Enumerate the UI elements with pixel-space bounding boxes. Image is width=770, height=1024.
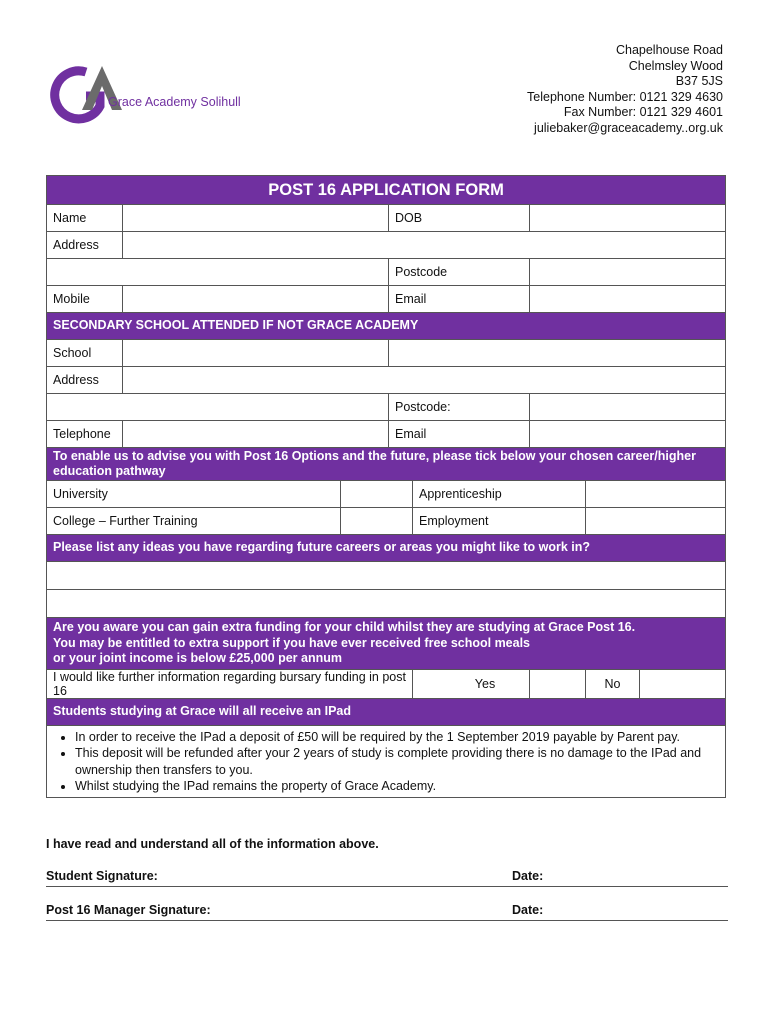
pathway-header: To enable us to advise you with Post 16 Options and the future, please tick below your chosen career/higher education pathway [47,448,726,481]
school-field-extra[interactable] [389,340,726,367]
funding-header [47,618,726,670]
manager-date-label: Date: [512,903,544,917]
employment-checkbox[interactable] [586,508,726,535]
apprenticeship-label: Apprenticeship [413,481,586,508]
address-line: B37 5JS [675,74,723,88]
bursary-yes-checkbox[interactable] [530,669,586,698]
bursary-label: I would like further information regarding bursary funding in post 16 [47,669,413,698]
student-signature-label: Student Signature: [46,869,158,883]
school-postcode-field[interactable] [530,394,726,421]
bursary-no-label: No [586,669,640,698]
school-field[interactable] [123,340,389,367]
college-checkbox[interactable] [341,508,413,535]
apprenticeship-checkbox[interactable] [586,481,726,508]
declaration: I have read and understand all of the information above. [46,837,379,851]
ipad-bullet: • This deposit will be refunded after your 2 years of study is complete providing there is no damage to the IPad and ownership then transfers to you. [75,745,719,778]
funding-line: Are you aware you can gain extra funding for your child whilst they are studying at Grace Post 16. [53,620,636,634]
bursary-yes-label: Yes [474,676,496,691]
address-label: Address [47,232,123,259]
ideas-header: Please list any ideas you have regarding future careers or areas you might like to work in? [47,535,726,562]
university-checkbox[interactable] [341,481,413,508]
ipad-bullet: • In order to receive the IPad a deposit of £50 will be required by the 1 September 2019 payable by Parent pay. [75,729,719,746]
address-line: Chapelhouse Road [615,43,723,57]
logo-text: Grace Academy Solihull [108,95,241,109]
ideas-field-line2[interactable] [47,590,726,618]
school-address-field[interactable] [123,367,726,394]
email-line: juliebaker@graceacademy..org.uk [534,120,723,135]
grace-academy-logo [50,58,250,128]
manager-signature-line[interactable] [46,898,728,921]
dob-field[interactable] [530,205,726,232]
manager-signature-label: Post 16 Manager Signature: [46,903,211,917]
college-label: College – Further Training [47,508,341,535]
ipad-bullet: • Whilst studying the IPad remains the property of Grace Academy. [75,778,719,795]
telephone-line: Telephone Number: 0121 329 4630 [527,89,723,104]
employment-label: Employment [413,508,586,535]
funding-line: or your joint income is below £25,000 per annum [53,651,342,665]
university-label: University [47,481,341,508]
ipad-info [47,725,726,797]
school-postcode-label: Postcode: [389,394,530,421]
student-date-label: Date: [512,869,544,883]
mobile-label: Mobile [47,286,123,313]
ipad-header: Students studying at Grace will all receive an IPad [47,698,726,725]
school-telephone-label: Telephone [47,421,123,448]
school-address-field-line2[interactable] [47,394,389,421]
secondary-school-header: SECONDARY SCHOOL ATTENDED IF NOT GRACE ACADEMY [47,313,726,340]
address-field-line2[interactable] [47,259,389,286]
school-address-label: Address [47,367,123,394]
dob-label: DOB [389,205,530,232]
student-signature-line[interactable] [46,864,728,887]
school-email-label: Email [389,421,530,448]
name-label: Name [47,205,123,232]
school-address [527,43,723,136]
funding-line: You may be entitled to extra support if you have ever received free school meals [53,635,531,650]
postcode-field[interactable] [530,259,726,286]
fax-line: Fax Number: 0121 329 4601 [563,105,723,119]
name-field[interactable] [123,205,389,232]
ideas-field-line1[interactable] [47,562,726,590]
application-form [46,175,726,798]
address-line: Chelmsley Wood [628,58,723,73]
form-title: POST 16 APPLICATION FORM [47,176,726,205]
bursary-no-checkbox[interactable] [640,669,726,698]
school-label: School [47,340,123,367]
school-email-field[interactable] [530,421,726,448]
school-telephone-field[interactable] [123,421,389,448]
email-label: Email [389,286,530,313]
mobile-field[interactable] [123,286,389,313]
email-field[interactable] [530,286,726,313]
postcode-label: Postcode [389,259,530,286]
address-field[interactable] [123,232,726,259]
